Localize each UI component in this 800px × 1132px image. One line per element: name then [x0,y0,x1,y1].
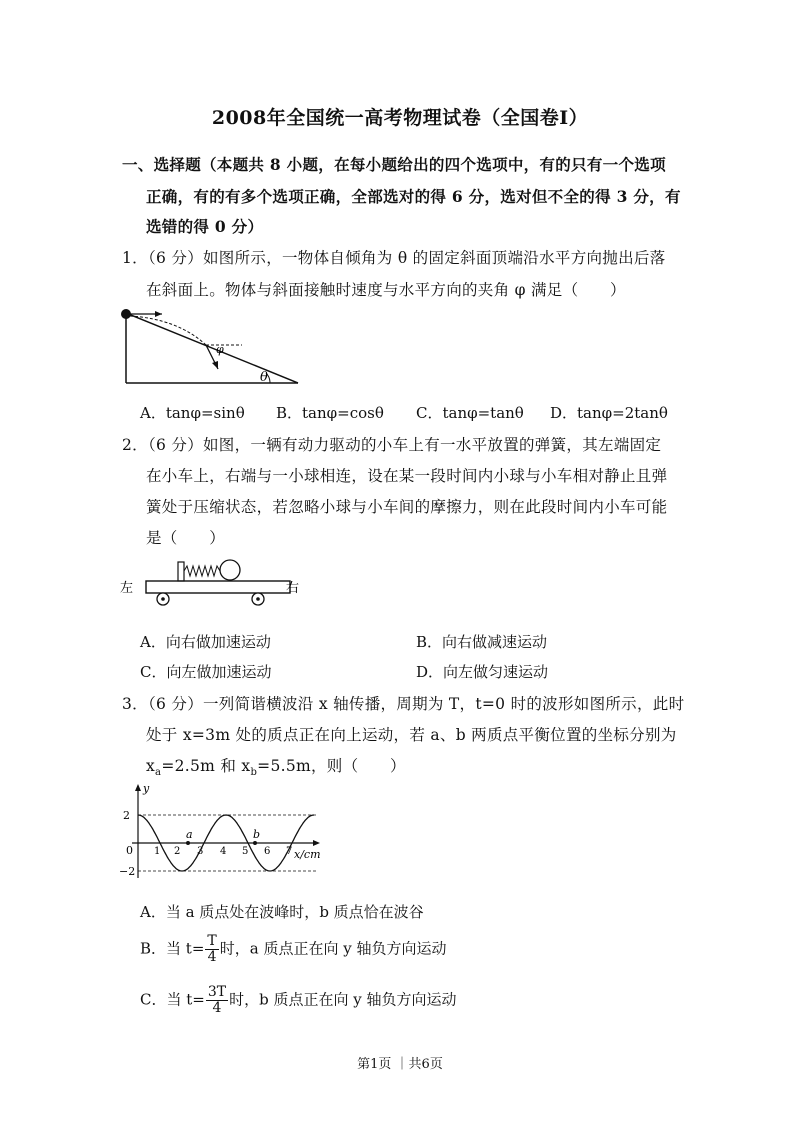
x-axis-arrow-icon [313,840,320,846]
section-heading-line3: 选错的得 0 分） [146,217,264,236]
q2-cart-figure [118,552,308,612]
q3-stem-line1: 3．（6 分）一列简谐横波沿 x 轴传播，周期为 T，t=0 时的波形如图所示，此时 [122,695,685,713]
q1-option-c[interactable]: C．tanφ=tanθ [416,404,524,422]
q3-point-b [253,841,257,845]
section-heading-line2: 正确，有的有多个选项正确，全部选对的得 6 分，选对但不全的得 3 分，有 [146,187,681,206]
q3-x-tick: 6 [264,846,271,857]
q3-y-tick-2: 2 [123,809,130,822]
q3-y-label: y [143,782,150,795]
q1-incline-figure [118,305,308,390]
q2-stem-line2: 在小车上，右端与一小球相连，设在某一段时间内小球与小车相对静止且弹 [146,467,668,485]
q2-option-b[interactable]: B．向右做减速运动 [416,633,548,651]
q2-option-d[interactable]: D．向左做匀速运动 [416,663,549,681]
q2-left-label: 左 [120,581,134,596]
q3-option-b[interactable]: B．当 t= $\frac{T}{4}$ 时，a 质点正在向 y 轴负方向运动 [140,933,447,965]
page-title: 2008年全国统一高考物理试卷（全国卷Ⅰ） [211,107,589,129]
q2-stem-line4: 是（ ） [146,529,226,547]
q3-y-tick-neg2: −2 [119,865,136,878]
q3-option-c[interactable]: C．当 t= $\frac{3T}{4}$ 时，b 质点正在向 y 轴负方向运动 [140,984,457,1016]
q3-x-tick: 7 [286,846,293,857]
q1-phi-label: φ [216,343,224,356]
q2-option-c[interactable]: C．向左做加速运动 [140,663,272,681]
q3-stem-line2: 处于 x=3m 处的质点正在向上运动，若 a、b 两质点平衡位置的坐标分别为 [146,726,677,744]
q3-x-tick: 1 [154,846,161,857]
section-heading-line1: 一、选择题（本题共 8 小题，在每小题给出的四个选项中，有的只有一个选项 [122,155,666,174]
q3-x-tick: 3 [197,846,204,857]
q2-stem-line1: 2．（6 分）如图，一辆有动力驱动的小车上有一水平放置的弹簧，其左端固定 [122,436,662,454]
q3-origin-label: 0 [126,844,133,857]
page-footer: 第1页 ｜共6页 [357,1057,443,1072]
q3-x-tick: 5 [242,846,249,857]
q2-option-a[interactable]: A．向右做加速运动 [140,633,271,651]
q1-option-a[interactable]: A．tanφ=sinθ [140,404,245,422]
q3-wave-graph [118,780,328,885]
q3-stem-line3: $x_a=2.5m$ 和 $x_b=5.5m$，则（ ） [146,757,406,779]
q3-point-a-label: a [186,828,193,841]
q3-x-tick: 4 [220,846,227,857]
q1-stem-line1: 1．（6 分）如图所示，一物体自倾角为 θ 的固定斜面顶端沿水平方向抛出后落 [122,249,666,267]
q1-theta-label: θ [260,370,268,385]
q3-x-label: x/cm [294,848,321,861]
q3-point-a [186,841,190,845]
q1-option-b[interactable]: B．tanφ=cosθ [276,404,384,422]
y-axis-arrow-icon [135,784,141,791]
q3-x-tick: 2 [174,846,181,857]
q3-point-b-label: b [253,828,261,841]
q3-option-a[interactable]: A．当 a 质点处在波峰时，b 质点恰在波谷 [140,903,424,921]
q2-stem-line3: 簧处于压缩状态，若忽略小球与小车间的摩擦力，则在此段时间内小车可能 [146,498,668,516]
q2-right-label: 右 [286,581,300,596]
q1-option-d[interactable]: D．tanφ=2tanθ [550,404,668,422]
q1-stem-line2: 在斜面上。物体与斜面接触时速度与水平方向的夹角 φ 满足（ ） [146,281,626,299]
